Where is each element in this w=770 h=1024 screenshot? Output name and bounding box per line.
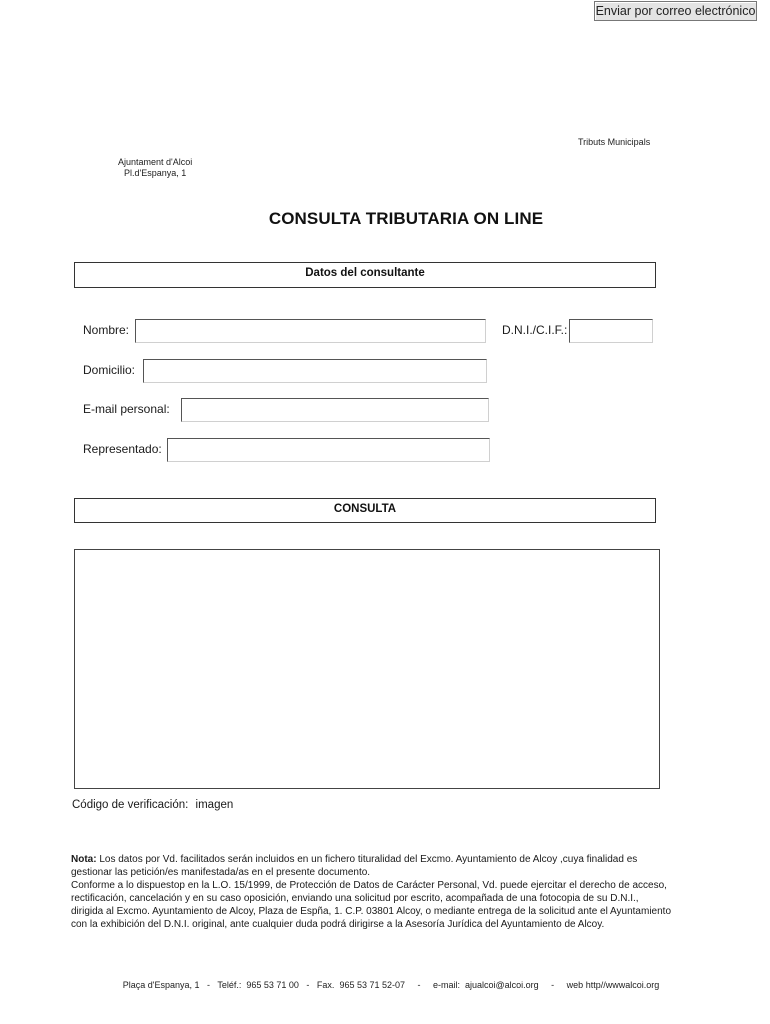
department-label: Tributs Municipals — [578, 137, 651, 147]
footer-contact: Plaça d'Espanya, 1 - Teléf.: 965 53 71 00 - Fax. 965 53 71 52-07 - e-mail: ajualcoi@alcoi.org - web http//wwwalcoi.org — [122, 980, 660, 990]
domicilio-label: Domicilio: — [83, 363, 136, 377]
representado-label: Representado: — [83, 442, 162, 456]
note-text: Los datos por Vd. facilitados serán incluidos en un fichero tituralidad del Excmo. Ayuntamiento de Alcoy ,cuya finalidad es gestionar las petición/es manifestada/as en el presente documento. — [71, 854, 638, 878]
send-email-button[interactable]: Enviar por correo electrónico — [594, 1, 757, 21]
dni-input[interactable] — [569, 319, 653, 343]
section-header-applicant: Datos del consultante — [74, 262, 656, 288]
nombre-label: Nombre: — [83, 323, 130, 337]
address-line-2: Pl.d'Espanya, 1 — [124, 168, 187, 178]
query-textarea[interactable] — [74, 549, 660, 789]
verification-code — [72, 799, 233, 811]
municipality-address — [118, 157, 192, 179]
representado-input[interactable] — [167, 438, 490, 462]
email-label: E-mail personal: — [83, 402, 170, 416]
form-title: CONSULTA TRIBUTARIA ON LINE — [268, 209, 544, 228]
note-label: Nota: — [71, 854, 97, 865]
email-input[interactable] — [181, 398, 489, 422]
nombre-input[interactable] — [135, 319, 486, 343]
legal-note — [71, 853, 671, 931]
address-line-1: Ajuntament d'Alcoi — [118, 157, 193, 167]
section-header-query: CONSULTA — [74, 498, 656, 523]
domicilio-input[interactable] — [143, 359, 487, 383]
verification-image-placeholder: imagen — [195, 799, 234, 811]
verification-label: Código de verificación: — [72, 799, 189, 811]
dni-label: D.N.I./C.I.F.: — [502, 323, 568, 337]
note-text-2: Conforme a lo dispuestop en la L.O. 15/1999, de Protección de Datos de Carácter Personal, Vd. puede ejercitar el derecho de acceso, rectificación, cancelación y en su caso oposición, enviando una solicitud por escrito, acompañada de una fotocopia de su D.N.I., dirigida al Excmo. Ayuntamiento de Alcoy, Plaza de Espña, 1. C.P. 03801 Alcoy, o mediante entrega de la solicitud ante el Ayuntamiento con la exhibición del D.N.I. original, ante cualquier duda podrá dirigirse a la Asesoría Jurídica del Ayuntamiento de Alcoy. — [71, 880, 672, 930]
